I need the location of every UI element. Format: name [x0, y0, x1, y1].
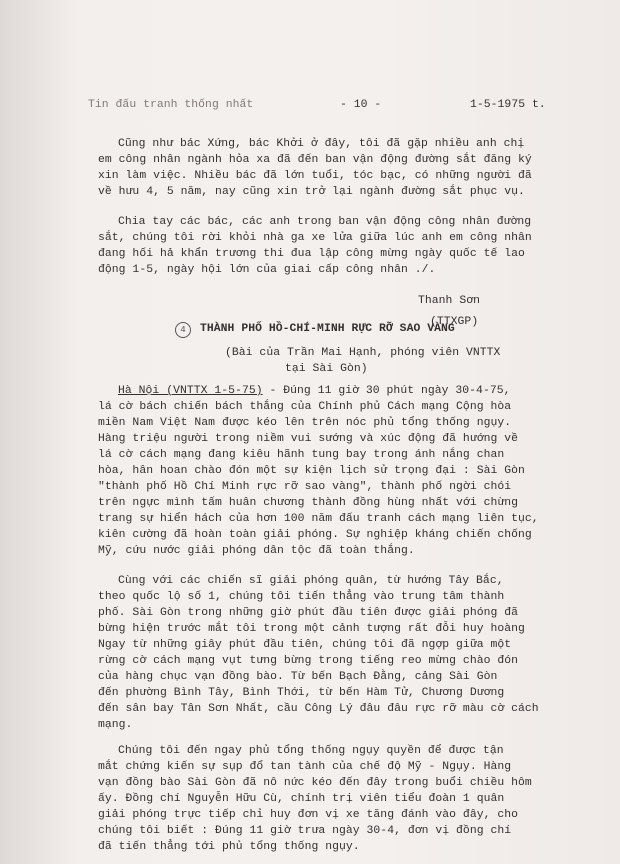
para2-line: sắt, chúng tôi rời khỏi nhà ga xe lửa giữa lúc anh em công nhân — [98, 232, 532, 244]
para5-line: đã tiến thẳng tới phủ tổng thống ngụy. — [98, 841, 360, 853]
para4-line: rừng cờ cách mạng vụt tưng bừng trong tiếng reo mừng chào đón — [98, 655, 519, 667]
signature-name: Thanh Sơn — [418, 295, 480, 307]
para3-first-text: - Đúng 11 giờ 30 phút ngày 30-4-75, — [262, 385, 511, 397]
para3-line: lá cờ cách mạng đang kiêu hãnh tung bay trong ánh nắng chan — [98, 449, 505, 461]
para4-line: phố. Sài Gòn trong những giờ phút đầu tiên được giải phóng đã — [98, 607, 519, 619]
para3-line: "thành phố Hồ Chí Minh rực rỡ sao vàng", thành phố ngời chói — [98, 481, 512, 493]
para3-line: trang sự hiển hách của hơn 100 năm đấu tranh cách mạng liên tục, — [98, 513, 539, 525]
para2-line: Chia tay các bác, các anh trong ban vận động công nhân đường — [118, 216, 532, 228]
para2-line: động 1-5, ngày hội lớn của giai cấp công nhân ./. — [98, 264, 436, 276]
para3-line: Mỹ, cứu nước giải phóng dân tộc đã toàn thắng. — [98, 545, 415, 557]
article-byline-location: tại Sài Gòn) — [285, 363, 368, 375]
para4-line: đến sân bay Tân Sơn Nhất, cầu Công Lý đâu đâu rực rỡ màu cờ cách — [98, 703, 539, 715]
para4-line: đến phường Bình Tây, Bình Thới, từ bến Hàm Tử, Chương Dương — [98, 687, 505, 699]
header-bulletin-name: Tin đấu tranh thống nhất — [88, 99, 254, 111]
para5-line: giải phóng trực tiếp chỉ huy đơn vị xe tăng đánh vào đây, cho — [98, 809, 519, 821]
para4-line: của hàng chục vạn đồng bào. Từ bến Bạch Đằng, cảng Sài Gòn — [98, 671, 498, 683]
item-number-circle: 4 — [175, 322, 191, 338]
header-page-number: - 10 - — [340, 99, 382, 111]
para5-line: vạn đồng bào Sài Gòn đã nô nức kéo đến đây trong buổi chiều hôm — [98, 777, 532, 789]
para4-line: bừng hiện trước mắt tôi trong một cảnh tượng rất đỗi huy hoàng — [98, 623, 525, 635]
para3-line: Hàng triệu người trong niềm vui sướng và xúc động đã hướng về — [98, 433, 519, 445]
para4-line: Cùng với các chiến sĩ giải phóng quân, từ hướng Tây Bắc, — [118, 575, 504, 587]
para3-line: kiên cường đã hoàn toàn giải phóng. Sự nghiệp kháng chiến chống — [98, 529, 532, 541]
para3-first-line — [118, 384, 511, 398]
para2-line: đang hối hả khẩn trương thi đua lập công mừng ngày quốc tế lao — [98, 248, 525, 260]
para3-line: miền Nam Việt Nam được kéo lên trên nóc phủ tổng thống ngụy. — [98, 417, 512, 429]
para3-line: hòa, hân hoan chào đón một sự kiện lịch sử trọng đại : Sài Gòn — [98, 465, 525, 477]
para5-line: chúng tôi biết : Đúng 11 giờ trưa ngày 30-4, đơn vị đồng chí — [98, 825, 512, 837]
para4-line: Ngay từ những giây phút đầu tiên, chúng tôi đã ngợp giữa một — [98, 639, 512, 651]
para1-line: em công nhân ngành hỏa xa đã đến ban vận động đường sắt đăng ký — [98, 154, 532, 166]
signature-agency: (TTXGP) — [430, 316, 479, 328]
para3-line: trên ngực mình tấm huân chương thành đồng hùng nhất với chừng — [98, 497, 519, 509]
para4-line: theo quốc lộ số 1, chúng tôi tiến thẳng vào trung tâm thành — [98, 591, 505, 603]
article-headline: THÀNH PHỐ HỒ-CHÍ-MINH RỰC RỠ SAO VÀNG — [200, 323, 455, 335]
para4-line: mạng. — [98, 719, 133, 731]
para5-line: Chúng tôi đến ngay phủ tổng thống ngụy quyền để được tận — [118, 745, 504, 757]
para5-line: ấy. Đồng chí Nguyễn Hữu Cù, chính trị viên tiểu đoàn 1 quân — [98, 793, 505, 805]
para1-line: xin làm việc. Nhiều bác đã lớn tuổi, tóc bạc, có những người đã — [98, 170, 532, 182]
para5-line: mắt chứng kiến sự sụp đổ tan tành của chế độ Mỹ - Ngụy. Hàng — [98, 761, 512, 773]
article-byline: (Bài của Trần Mai Hạnh, phóng viên VNTTX — [225, 347, 501, 359]
header-date: 1-5-1975 t. — [470, 99, 546, 111]
para1-line: Cũng như bác Xứng, bác Khởi ở đây, tôi đã gặp nhiều anh chị — [118, 138, 525, 150]
dateline: Hà Nội (VNTTX 1-5-75) — [118, 385, 263, 397]
para3-line: lá cờ bách chiến bách thắng của Chính phủ Cách mạng Cộng hòa — [98, 401, 512, 413]
para1-line: về hưu 4, 5 năm, nay cũng xin trở lại ngành đường sắt phục vụ. — [98, 186, 525, 198]
